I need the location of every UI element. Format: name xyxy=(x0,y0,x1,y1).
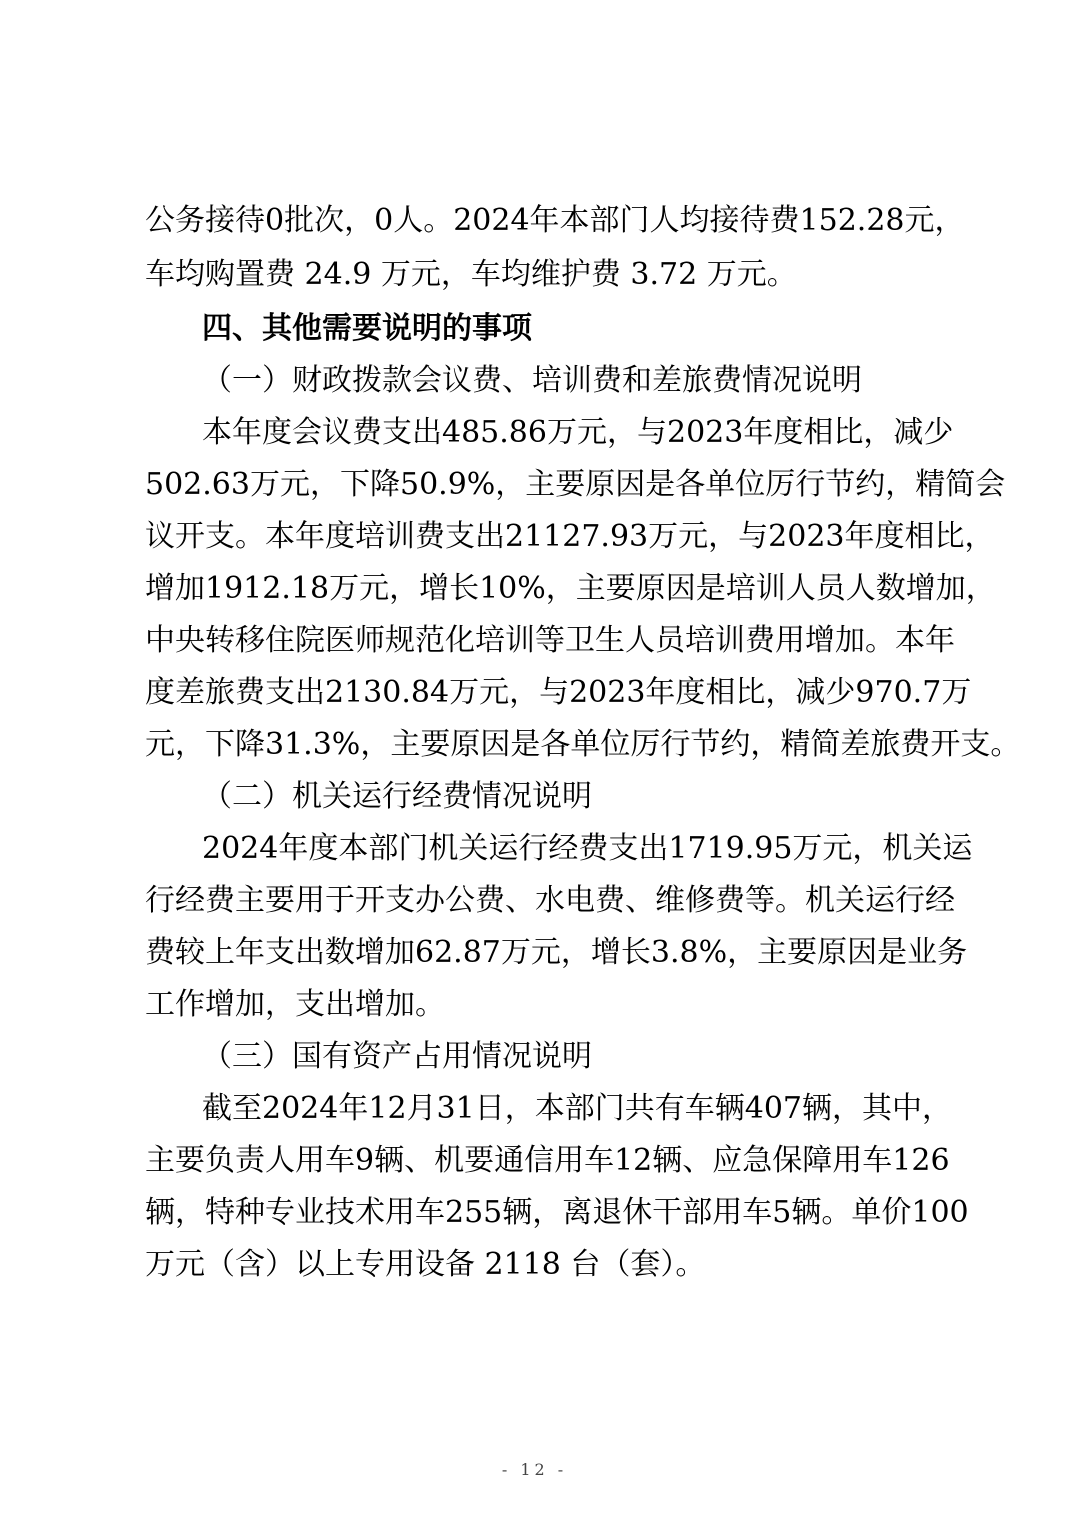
paragraph-line: 费 较 上 年 支 出 数 增 加 62.87 万 元 ， 增 长 3.8% ， 主 要 原 因 是 业 务 xyxy=(145,935,968,970)
paragraph-line: 行 经 费 主 要 用 于 开 支 办 公 费 、 水 电 费 、 维 修 费 等 。 机 关 运 行 经 xyxy=(145,883,955,918)
paragraph-line: 工作增加，支出增加。 xyxy=(145,987,445,1022)
paragraph-line: 度 差 旅 费 支 出 2130.84 万 元 ， 与 2023 年 度 相 比 ， 减 少 970.7 万 xyxy=(145,675,972,710)
paragraph-line: 增 加 1912.18 万 元 ， 增 长 10% ， 主 要 原 因 是 培 训 人 员 人 数 增 加 ， xyxy=(145,571,996,606)
paragraph-line: 主 要 负 责 人 用 车 9 辆 、 机 要 通 信 用 车 12 辆 、 应 急 保 障 用 车 126 xyxy=(145,1143,950,1178)
paragraph-line: 辆 ， 特 种 专 业 技 术 用 车 255 辆 ， 离 退 休 干 部 用 车 5 辆 。 单 价 100 xyxy=(145,1195,969,1230)
subsection-heading: （二）机关运行经费情况说明 xyxy=(202,779,592,814)
subsection-heading: （一）财政拨款会议费、培训费和差旅费情况说明 xyxy=(202,363,862,398)
paragraph-line: 本 年 度 会 议 费 支 出 485.86 万 元 ， 与 2023 年 度 相 比 ， 减 少 xyxy=(202,415,954,450)
paragraph-line: 截 至 2024 年 12 月 31 日 ， 本 部 门 共 有 车 辆 407 辆 ， 其 中 ， xyxy=(202,1091,952,1126)
paragraph-line: 2024 年 度 本 部 门 机 关 运 行 经 费 支 出 1719.95 万 元 ， 机 关 运 xyxy=(202,831,973,866)
paragraph-line: 万元（含）以上专用设备 2118 台（套）。 xyxy=(145,1247,706,1282)
page-number: - 12 - xyxy=(501,1460,568,1479)
paragraph-line: 公 务 接 待 0 批 次 ， 0 人 。 2024 年 本 部 门 人 均 接 待 费 152.28 元 ， xyxy=(145,203,965,238)
section-heading: 四、其他需要说明的事项 xyxy=(202,311,532,346)
paragraph-line: 中 央 转 移 住 院 医 师 规 范 化 培 训 等 卫 生 人 员 培 训 费 用 增 加 。 本 年 xyxy=(145,623,955,658)
paragraph-line: 车均购置费 24.9 万元，车均维护费 3.72 万元。 xyxy=(145,257,797,292)
paragraph-line: 502.63 万 元 ， 下 降 50.9% ， 主 要 原 因 是 各 单 位 厉 行 节 约 ， 精 简 会 xyxy=(145,467,1006,502)
paragraph-line: 元 ， 下 降 31.3% ， 主 要 原 因 是 各 单 位 厉 行 节 约 ， 精 简 差 旅 费 开 支 。 xyxy=(145,727,1021,762)
subsection-heading: （三）国有资产占用情况说明 xyxy=(202,1039,592,1074)
paragraph-line: 议 开 支 。 本 年 度 培 训 费 支 出 21127.93 万 元 ， 与 2023 年 度 相 比 ， xyxy=(145,519,995,554)
